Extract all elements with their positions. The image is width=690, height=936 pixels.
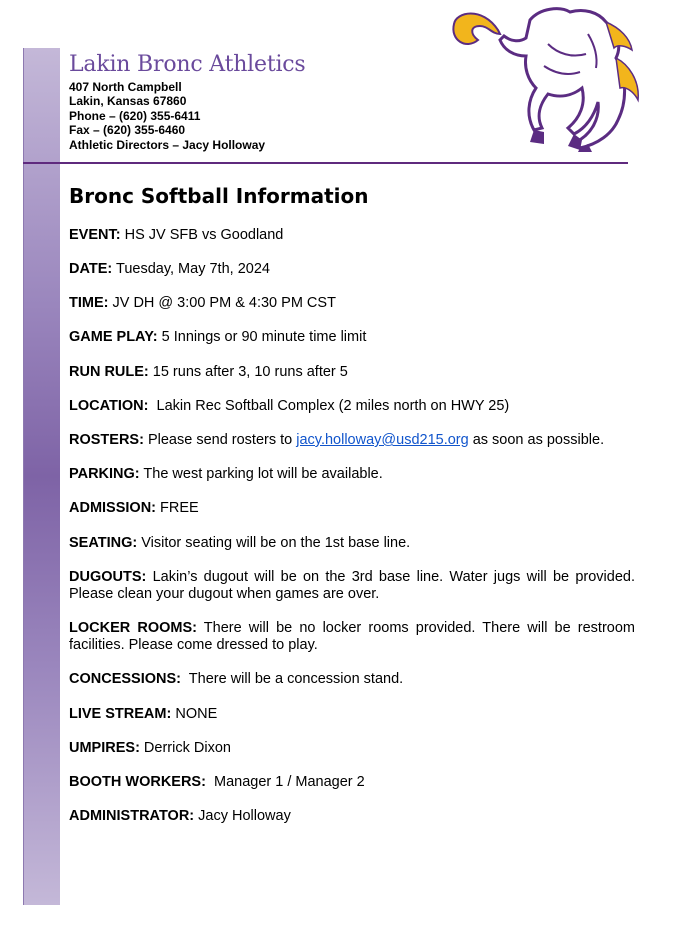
info-administrator: [69, 808, 635, 825]
info-location: [69, 398, 635, 415]
contact-block: [69, 80, 265, 152]
info-value: HS JV SFB vs Goodland: [120, 227, 284, 243]
info-value: FREE: [156, 500, 199, 516]
info-label: LOCATION:: [69, 398, 149, 414]
info-admission: [69, 500, 635, 517]
info-dugouts: [69, 569, 635, 603]
info-value: Tuesday, May 7th, 2024: [112, 261, 270, 277]
info-locker-rooms: [69, 620, 635, 654]
info-label: BOOTH WORKERS:: [69, 774, 206, 790]
info-value: The west parking lot will be available.: [139, 466, 383, 482]
info-game-play: [69, 329, 635, 346]
info-label: TIME:: [69, 295, 109, 311]
info-label: ROSTERS:: [69, 432, 144, 448]
info-seating: [69, 535, 635, 552]
address-line1: 407 North Campbell: [69, 80, 182, 94]
info-parking: [69, 466, 635, 483]
info-value: NONE: [171, 706, 218, 722]
info-label: LOCKER ROOMS:: [69, 620, 197, 636]
info-umpires: [69, 740, 635, 757]
info-value: There will be a concession stand.: [181, 671, 404, 687]
info-label: RUN RULE:: [69, 364, 149, 380]
info-value: as soon as possible.: [468, 432, 605, 448]
info-label: EVENT:: [69, 227, 121, 243]
info-value: Please send rosters to: [143, 432, 297, 448]
info-concessions: [69, 671, 635, 688]
info-value: Jacy Holloway: [194, 808, 291, 824]
info-label: LIVE STREAM:: [69, 706, 172, 722]
info-label: DUGOUTS:: [69, 569, 147, 585]
info-value: There will be no locker rooms provided. There will be restroom facilities. Please come dressed to play.: [69, 620, 635, 653]
info-value: JV DH @ 3:00 PM & 4:30 PM CST: [108, 295, 336, 311]
phone: Phone – (620) 355-6411: [69, 108, 201, 123]
info-label: GAME PLAY:: [69, 329, 158, 345]
info-value: Visitor seating will be on the 1st base line.: [137, 535, 411, 551]
info-label: SEATING:: [69, 535, 138, 551]
info-label: DATE:: [69, 261, 113, 277]
roster-email-link[interactable]: jacy.holloway@usd215.org: [296, 432, 469, 448]
info-value: 15 runs after 3, 10 runs after 5: [148, 364, 348, 380]
info-value: 5 Innings or 90 minute time limit: [157, 329, 367, 345]
info-booth-workers: [69, 774, 635, 791]
fax: Fax – (620) 355-6460: [69, 123, 186, 138]
info-label: PARKING:: [69, 466, 140, 482]
info-date: [69, 261, 635, 278]
info-run-rule: [69, 364, 635, 381]
info-label: UMPIRES:: [69, 740, 140, 756]
bucking-bronco-icon: [448, 4, 646, 154]
header-divider: [23, 162, 628, 164]
info-value: Derrick Dixon: [139, 740, 231, 756]
address-line2: Lakin, Kansas 67860: [69, 94, 187, 109]
org-name: Lakin Bronc Athletics: [69, 52, 306, 77]
info-label: ADMISSION:: [69, 500, 156, 516]
info-event: [69, 227, 635, 244]
info-label: ADMINISTRATOR:: [69, 808, 195, 824]
info-time: [69, 295, 635, 312]
page-title: Bronc Softball Information: [69, 184, 369, 208]
info-live-stream: [69, 706, 635, 723]
info-label: CONCESSIONS:: [69, 671, 181, 687]
athletic-director: Athletic Directors – Jacy Holloway: [69, 137, 266, 152]
info-value: Lakin’s dugout will be on the 3rd base line. Water jugs will be provided. Please clean your dugout when games are over.: [69, 569, 635, 602]
sidebar-bar: [23, 48, 60, 905]
info-rosters: [69, 432, 635, 449]
info-value: Lakin Rec Softball Complex (2 miles north on HWY 25): [148, 398, 510, 414]
info-value: Manager 1 / Manager 2: [205, 774, 365, 790]
